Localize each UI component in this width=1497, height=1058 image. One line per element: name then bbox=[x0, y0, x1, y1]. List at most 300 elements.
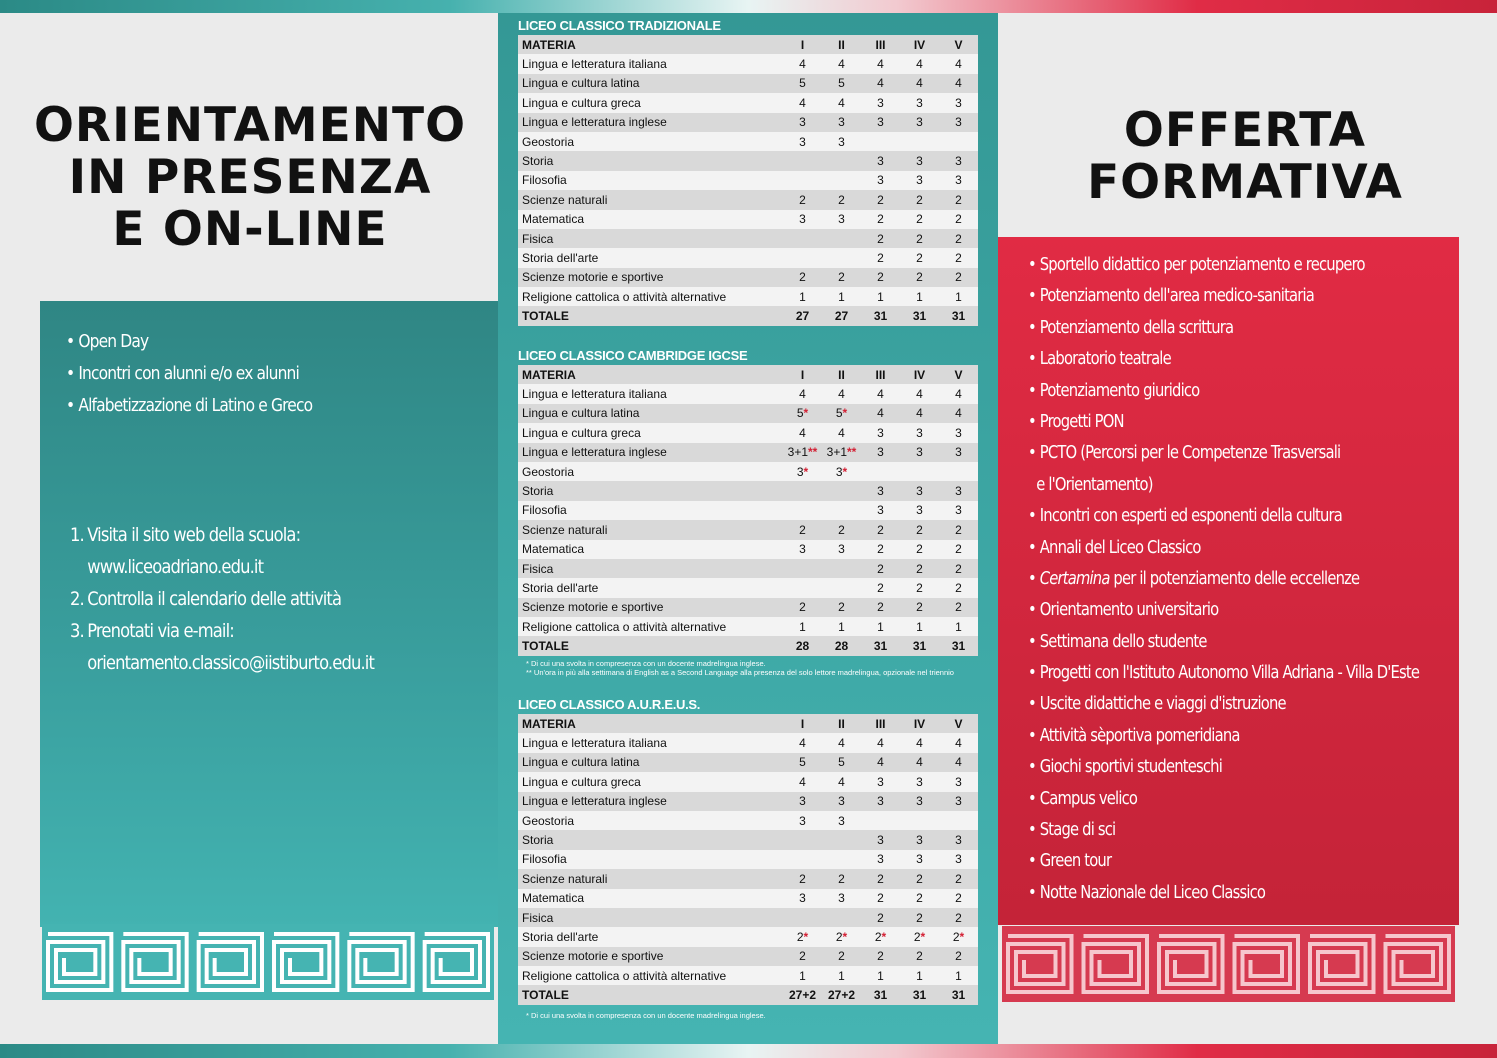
hours-cell bbox=[822, 229, 861, 248]
table-row bbox=[518, 287, 978, 306]
hours-cell: 31 bbox=[861, 985, 900, 1004]
hours-cell: 2 bbox=[822, 190, 861, 209]
hours-cell bbox=[822, 578, 861, 597]
hours-cell: 2 bbox=[822, 947, 861, 966]
hours-cell: 3 bbox=[783, 889, 822, 908]
hours-cell: 2 bbox=[900, 869, 939, 888]
curricula-panel bbox=[498, 13, 998, 1044]
hours-cell: I bbox=[783, 714, 822, 733]
list-item: • Potenziamento giuridico bbox=[1028, 379, 1200, 401]
hours-cell bbox=[783, 908, 822, 927]
subject-cell: Geostoria bbox=[518, 811, 783, 830]
hours-cell: 2 bbox=[939, 248, 978, 267]
footnote-marker: * bbox=[803, 406, 809, 421]
hours-cell: 3 bbox=[939, 772, 978, 791]
hours-cell: 5 bbox=[822, 753, 861, 772]
hours-cell: 1 bbox=[783, 287, 822, 306]
hours-cell: 2 bbox=[900, 598, 939, 617]
hours-cell: 2 bbox=[861, 578, 900, 597]
hours-cell: 3 bbox=[939, 423, 978, 442]
footnotes bbox=[518, 659, 978, 677]
curriculum-title: LICEO CLASSICO TRADIZIONALE bbox=[518, 18, 721, 33]
hours-cell: 3 bbox=[939, 481, 978, 500]
hours-cell: 2* bbox=[822, 927, 861, 946]
hours-cell: 2 bbox=[939, 559, 978, 578]
table-total-row bbox=[518, 985, 978, 1004]
hours-cell: 1 bbox=[822, 287, 861, 306]
hours-cell: II bbox=[822, 365, 861, 384]
list-item-continuation: e l'Orientamento) bbox=[1036, 473, 1153, 495]
hours-cell: 4 bbox=[861, 54, 900, 73]
subject-cell: Scienze motorie e sportive bbox=[518, 598, 783, 617]
hours-cell: 1 bbox=[939, 617, 978, 636]
hours-cell: 2 bbox=[861, 869, 900, 888]
hours-cell: 3 bbox=[861, 423, 900, 442]
hours-cell: 2 bbox=[861, 947, 900, 966]
hours-cell: 4 bbox=[822, 733, 861, 752]
hours-cell: 4 bbox=[861, 753, 900, 772]
subject-cell: Lingua e letteratura inglese bbox=[518, 792, 783, 811]
hours-cell: 3 bbox=[783, 811, 822, 830]
hours-cell: 1 bbox=[939, 287, 978, 306]
footnote-marker: * bbox=[881, 929, 887, 944]
hours-cell: 4 bbox=[783, 733, 822, 752]
list-item: • Notte Nazionale del Liceo Classico bbox=[1028, 881, 1266, 903]
hours-cell: 4 bbox=[822, 772, 861, 791]
hours-cell: V bbox=[939, 365, 978, 384]
table-row bbox=[518, 966, 978, 985]
table-row bbox=[518, 268, 978, 287]
list-item: • Orientamento universitario bbox=[1028, 599, 1219, 621]
table-header-row bbox=[518, 365, 978, 384]
hours-cell: 3 bbox=[939, 113, 978, 132]
hours-cell: 3 bbox=[939, 792, 978, 811]
subject-cell: Religione cattolica o attività alternative bbox=[518, 287, 783, 306]
table-row bbox=[518, 384, 978, 403]
hours-cell: IV bbox=[900, 714, 939, 733]
offer-title: OFFERTA FORMATIVA bbox=[1087, 103, 1403, 210]
hours-cell: 2 bbox=[900, 908, 939, 927]
hours-cell bbox=[861, 132, 900, 151]
offer-panel bbox=[998, 237, 1459, 925]
table-row bbox=[518, 578, 978, 597]
hours-cell: 28 bbox=[783, 636, 822, 655]
curriculum-cambridge bbox=[518, 347, 978, 677]
hours-cell: 2 bbox=[783, 190, 822, 209]
hours-cell: 2 bbox=[861, 190, 900, 209]
hours-cell: 3 bbox=[900, 830, 939, 849]
hours-cell: III bbox=[861, 714, 900, 733]
hours-cell: 2 bbox=[861, 559, 900, 578]
list-item: • Stage di sci bbox=[1028, 819, 1116, 841]
footnote-marker: * bbox=[842, 929, 848, 944]
hours-cell: 4 bbox=[900, 753, 939, 772]
curriculum-aureus bbox=[518, 696, 978, 1020]
hours-cell: 3 bbox=[861, 113, 900, 132]
hours-cell: 3 bbox=[861, 772, 900, 791]
hours-cell: 3 bbox=[900, 481, 939, 500]
list-item: • Sportello didattico per potenziamento e recupero bbox=[1028, 254, 1365, 275]
table-row bbox=[518, 462, 978, 481]
top-stripe bbox=[0, 0, 1497, 13]
hours-cell bbox=[822, 171, 861, 190]
hours-cell: 3 bbox=[900, 423, 939, 442]
hours-cell: V bbox=[939, 35, 978, 54]
hours-cell: II bbox=[822, 35, 861, 54]
hours-cell bbox=[939, 462, 978, 481]
footnote-marker: ** bbox=[808, 445, 818, 460]
hours-cell: 3 bbox=[861, 481, 900, 500]
list-item: • Giochi sportivi studenteschi bbox=[1028, 756, 1222, 778]
list-item: • Progetti con l'Istituto Autonomo Villa Adriana - Villa D'Este bbox=[1028, 662, 1420, 684]
greek-key-motif bbox=[199, 934, 262, 990]
orientation-email-link[interactable]: orientamento.classico@iistiburto.edu.it bbox=[87, 652, 375, 674]
table-row bbox=[518, 229, 978, 248]
subject-cell: Storia bbox=[518, 151, 783, 170]
hours-cell: IV bbox=[900, 365, 939, 384]
hours-cell: 2 bbox=[900, 210, 939, 229]
list-item: • Open Day bbox=[66, 331, 149, 352]
subject-cell: Matematica bbox=[518, 540, 783, 559]
hours-cell bbox=[822, 248, 861, 267]
list-item: • Alfabetizzazione di Latino e Greco bbox=[66, 395, 313, 416]
hours-cell: 4 bbox=[900, 74, 939, 93]
hours-cell: II bbox=[822, 714, 861, 733]
hours-cell bbox=[783, 171, 822, 190]
curriculum-title: LICEO CLASSICO CAMBRIDGE IGCSE bbox=[518, 348, 748, 363]
subject-cell: TOTALE bbox=[518, 306, 783, 325]
hours-cell: 1 bbox=[861, 287, 900, 306]
subject-cell: Lingua e cultura greca bbox=[518, 423, 783, 442]
hours-cell: 3 bbox=[822, 210, 861, 229]
hours-cell: 2 bbox=[939, 520, 978, 539]
subject-cell: MATERIA bbox=[518, 714, 783, 733]
greek-key-motif bbox=[1159, 936, 1223, 992]
hours-cell: 3 bbox=[822, 811, 861, 830]
table-row bbox=[518, 74, 978, 93]
hours-cell: 4 bbox=[939, 753, 978, 772]
subject-cell: Storia dell'arte bbox=[518, 248, 783, 267]
subject-cell: Geostoria bbox=[518, 462, 783, 481]
curriculum-table bbox=[518, 365, 978, 656]
list-item: • Laboratorio teatrale bbox=[1028, 348, 1171, 370]
hours-cell: 2 bbox=[783, 869, 822, 888]
table-row bbox=[518, 850, 978, 869]
subject-cell: Lingua e letteratura inglese bbox=[518, 443, 783, 462]
hours-cell: 31 bbox=[861, 636, 900, 655]
subject-cell: Scienze naturali bbox=[518, 520, 783, 539]
hours-cell: 3 bbox=[900, 171, 939, 190]
table-row bbox=[518, 190, 978, 209]
subject-cell: MATERIA bbox=[518, 365, 783, 384]
subject-cell: Lingua e letteratura inglese bbox=[518, 113, 783, 132]
hours-cell: 2 bbox=[939, 190, 978, 209]
hours-cell: 4 bbox=[939, 74, 978, 93]
hours-cell: 2 bbox=[939, 889, 978, 908]
subject-cell: Matematica bbox=[518, 889, 783, 908]
hours-cell: 4 bbox=[861, 404, 900, 423]
hours-cell: 4 bbox=[783, 423, 822, 442]
table-row bbox=[518, 733, 978, 752]
table-total-row bbox=[518, 306, 978, 325]
hours-cell: 3* bbox=[783, 462, 822, 481]
hours-cell: 5* bbox=[822, 404, 861, 423]
table-row bbox=[518, 598, 978, 617]
hours-cell: 31 bbox=[861, 306, 900, 325]
subject-cell: TOTALE bbox=[518, 636, 783, 655]
hours-cell: 2* bbox=[861, 927, 900, 946]
hours-cell: 2 bbox=[822, 869, 861, 888]
hours-cell: 31 bbox=[900, 306, 939, 325]
hours-cell: 4 bbox=[861, 384, 900, 403]
list-item: • Potenziamento della scrittura bbox=[1028, 316, 1234, 338]
table-row bbox=[518, 540, 978, 559]
step-item: 3. Prenotati via e-mail: orientamento.classico@iistiburto.edu.it bbox=[70, 615, 374, 679]
hours-cell: 3 bbox=[822, 540, 861, 559]
hours-cell: 2 bbox=[939, 598, 978, 617]
footnote-marker: * bbox=[803, 929, 809, 944]
greek-key-motif bbox=[425, 934, 488, 990]
hours-cell: 5 bbox=[783, 74, 822, 93]
hours-cell: 3 bbox=[783, 132, 822, 151]
hours-cell: 1 bbox=[822, 617, 861, 636]
hours-cell: 1 bbox=[861, 966, 900, 985]
school-website-link[interactable]: www.liceoadriano.edu.it bbox=[87, 556, 264, 578]
list-item: • Certamina per il potenziamento delle eccellenze bbox=[1028, 567, 1360, 589]
curriculum-title: LICEO CLASSICO A.U.R.E.U.S. bbox=[518, 697, 701, 712]
table-row bbox=[518, 54, 978, 73]
hours-cell: 3 bbox=[939, 443, 978, 462]
bottom-stripe bbox=[0, 1044, 1497, 1058]
list-item: • Uscite didattiche e viaggi d'istruzione bbox=[1028, 693, 1286, 715]
hours-cell bbox=[822, 830, 861, 849]
hours-cell bbox=[783, 229, 822, 248]
hours-cell: 4 bbox=[822, 384, 861, 403]
hours-cell: 2 bbox=[900, 559, 939, 578]
list-item: • Green tour bbox=[1028, 850, 1112, 872]
greek-key-motif bbox=[1310, 936, 1374, 992]
hours-cell bbox=[783, 578, 822, 597]
hours-cell: 3 bbox=[822, 113, 861, 132]
hours-cell bbox=[861, 811, 900, 830]
hours-cell: 4 bbox=[783, 772, 822, 791]
hours-cell: 1 bbox=[900, 617, 939, 636]
list-item: • Incontri con alunni e/o ex alunni bbox=[66, 363, 299, 384]
subject-cell: Geostoria bbox=[518, 132, 783, 151]
subject-cell: Religione cattolica o attività alternative bbox=[518, 617, 783, 636]
footnotes bbox=[518, 1011, 978, 1020]
orientation-bullets bbox=[66, 331, 352, 427]
subject-cell: Lingua e letteratura italiana bbox=[518, 54, 783, 73]
footnote: * Di cui una svolta in compresenza con un docente madrelingua inglese. bbox=[526, 658, 766, 668]
hours-cell: 4 bbox=[939, 733, 978, 752]
hours-cell: 4 bbox=[822, 423, 861, 442]
hours-cell: 2 bbox=[861, 908, 900, 927]
hours-cell: 2 bbox=[900, 520, 939, 539]
table-row bbox=[518, 443, 978, 462]
hours-cell: 31 bbox=[939, 985, 978, 1004]
hours-cell: 4 bbox=[822, 54, 861, 73]
hours-cell: 3 bbox=[861, 151, 900, 170]
hours-cell: 2 bbox=[939, 540, 978, 559]
subject-cell: Filosofia bbox=[518, 171, 783, 190]
footnote-marker: * bbox=[803, 464, 809, 479]
greek-key-motif bbox=[123, 934, 186, 990]
hours-cell: 3 bbox=[783, 210, 822, 229]
hours-cell: 3 bbox=[900, 850, 939, 869]
hours-cell: 5 bbox=[822, 74, 861, 93]
subject-cell: Storia dell'arte bbox=[518, 927, 783, 946]
hours-cell bbox=[783, 151, 822, 170]
table-row bbox=[518, 811, 978, 830]
table-row bbox=[518, 93, 978, 112]
hours-cell: 1 bbox=[939, 966, 978, 985]
hours-cell: 3* bbox=[822, 462, 861, 481]
subject-cell: Scienze naturali bbox=[518, 869, 783, 888]
hours-cell: 2 bbox=[861, 210, 900, 229]
hours-cell: 1 bbox=[861, 617, 900, 636]
hours-cell: 2 bbox=[900, 229, 939, 248]
hours-cell: 4 bbox=[900, 54, 939, 73]
offer-list bbox=[1028, 254, 1497, 913]
hours-cell: 2 bbox=[939, 229, 978, 248]
hours-cell bbox=[822, 850, 861, 869]
hours-cell: 3 bbox=[900, 772, 939, 791]
hours-cell: 4 bbox=[900, 404, 939, 423]
hours-cell: 31 bbox=[939, 636, 978, 655]
hours-cell: 1 bbox=[900, 966, 939, 985]
hours-cell: I bbox=[783, 35, 822, 54]
table-row bbox=[518, 151, 978, 170]
footnote-marker: * bbox=[920, 929, 926, 944]
hours-cell: 3 bbox=[939, 93, 978, 112]
hours-cell bbox=[822, 559, 861, 578]
table-row bbox=[518, 171, 978, 190]
hours-cell: 3 bbox=[861, 830, 900, 849]
list-item: • Campus velico bbox=[1028, 787, 1138, 809]
hours-cell: 27+2 bbox=[783, 985, 822, 1004]
greek-key-border-right bbox=[1002, 926, 1455, 1002]
hours-cell: 3 bbox=[900, 792, 939, 811]
footnote-marker: * bbox=[842, 406, 848, 421]
hours-cell: 3 bbox=[861, 850, 900, 869]
hours-cell: 4 bbox=[939, 54, 978, 73]
step-item: 2. Controlla il calendario delle attività bbox=[70, 588, 342, 610]
subject-cell: Scienze naturali bbox=[518, 190, 783, 209]
greek-key-motif bbox=[1008, 936, 1072, 992]
hours-cell: III bbox=[861, 365, 900, 384]
hours-cell: 3 bbox=[861, 443, 900, 462]
hours-cell bbox=[822, 908, 861, 927]
greek-key-motif bbox=[274, 934, 337, 990]
hours-cell: 2 bbox=[822, 520, 861, 539]
list-item: • Settimana dello studente bbox=[1028, 630, 1207, 652]
hours-cell: 4 bbox=[939, 384, 978, 403]
list-item: • Potenziamento dell'area medico-sanitaria bbox=[1028, 285, 1315, 307]
hours-cell: IV bbox=[900, 35, 939, 54]
hours-cell: 1 bbox=[783, 966, 822, 985]
hours-cell: 27 bbox=[822, 306, 861, 325]
hours-cell: 31 bbox=[900, 985, 939, 1004]
hours-cell: 2 bbox=[861, 229, 900, 248]
hours-cell: 4 bbox=[783, 384, 822, 403]
hours-cell: 2 bbox=[861, 268, 900, 287]
hours-cell bbox=[900, 462, 939, 481]
table-row bbox=[518, 501, 978, 520]
hours-cell: 3 bbox=[822, 132, 861, 151]
table-header-row bbox=[518, 35, 978, 54]
hours-cell: 27+2 bbox=[822, 985, 861, 1004]
hours-cell bbox=[783, 850, 822, 869]
hours-cell: 28 bbox=[822, 636, 861, 655]
subject-cell: Storia dell'arte bbox=[518, 578, 783, 597]
subject-cell: Lingua e cultura latina bbox=[518, 74, 783, 93]
subject-cell: MATERIA bbox=[518, 35, 783, 54]
hours-cell: III bbox=[861, 35, 900, 54]
hours-cell: 3 bbox=[861, 93, 900, 112]
orientation-title: ORIENTAMENTO IN PRESENZA E ON-LINE bbox=[33, 98, 467, 257]
table-row bbox=[518, 481, 978, 500]
hours-cell: 3 bbox=[822, 889, 861, 908]
orientation-panel bbox=[40, 301, 498, 927]
table-row bbox=[518, 423, 978, 442]
hours-cell: 4 bbox=[900, 384, 939, 403]
subject-cell: Fisica bbox=[518, 908, 783, 927]
hours-cell bbox=[900, 132, 939, 151]
hours-cell: 1 bbox=[822, 966, 861, 985]
hours-cell bbox=[939, 132, 978, 151]
hours-cell: 2 bbox=[861, 540, 900, 559]
hours-cell: 2 bbox=[783, 268, 822, 287]
hours-cell: 3 bbox=[861, 171, 900, 190]
footnote-marker: * bbox=[842, 464, 848, 479]
list-item: • Incontri con esperti ed esponenti della cultura bbox=[1028, 505, 1343, 527]
hours-cell: 2 bbox=[861, 598, 900, 617]
greek-key-border-left bbox=[42, 924, 494, 1000]
hours-cell: 2 bbox=[822, 598, 861, 617]
hours-cell: 3+1** bbox=[822, 443, 861, 462]
hours-cell: 2 bbox=[783, 598, 822, 617]
hours-cell: 2 bbox=[900, 540, 939, 559]
hours-cell: 3 bbox=[822, 792, 861, 811]
hours-cell: 2 bbox=[900, 578, 939, 597]
table-header-row bbox=[518, 714, 978, 733]
list-item: • Progetti PON bbox=[1028, 410, 1124, 432]
footnote-marker: * bbox=[959, 929, 965, 944]
table-row bbox=[518, 520, 978, 539]
curriculum-table bbox=[518, 35, 978, 326]
subject-cell: Lingua e letteratura italiana bbox=[518, 733, 783, 752]
table-row bbox=[518, 132, 978, 151]
hours-cell: 3 bbox=[900, 501, 939, 520]
hours-cell bbox=[783, 481, 822, 500]
orientation-steps bbox=[70, 519, 424, 679]
hours-cell: 27 bbox=[783, 306, 822, 325]
subject-cell: Lingua e cultura latina bbox=[518, 404, 783, 423]
hours-cell: 1 bbox=[900, 287, 939, 306]
footnote: ** Un'ora in più alla settimana di English as a Second Language alla presenza del solo lettore madrelingua, opzionale nel triennio bbox=[526, 667, 954, 677]
hours-cell: 3+1** bbox=[783, 443, 822, 462]
subject-cell: Matematica bbox=[518, 210, 783, 229]
hours-cell: 4 bbox=[900, 733, 939, 752]
list-item: • PCTO (Percorsi per le Competenze Trasversali bbox=[1028, 442, 1341, 464]
subject-cell: Lingua e letteratura italiana bbox=[518, 384, 783, 403]
hours-cell: 3 bbox=[939, 171, 978, 190]
hours-cell: 3 bbox=[861, 501, 900, 520]
subject-cell: Lingua e cultura greca bbox=[518, 93, 783, 112]
hours-cell: 2* bbox=[900, 927, 939, 946]
hours-cell: 2 bbox=[939, 947, 978, 966]
